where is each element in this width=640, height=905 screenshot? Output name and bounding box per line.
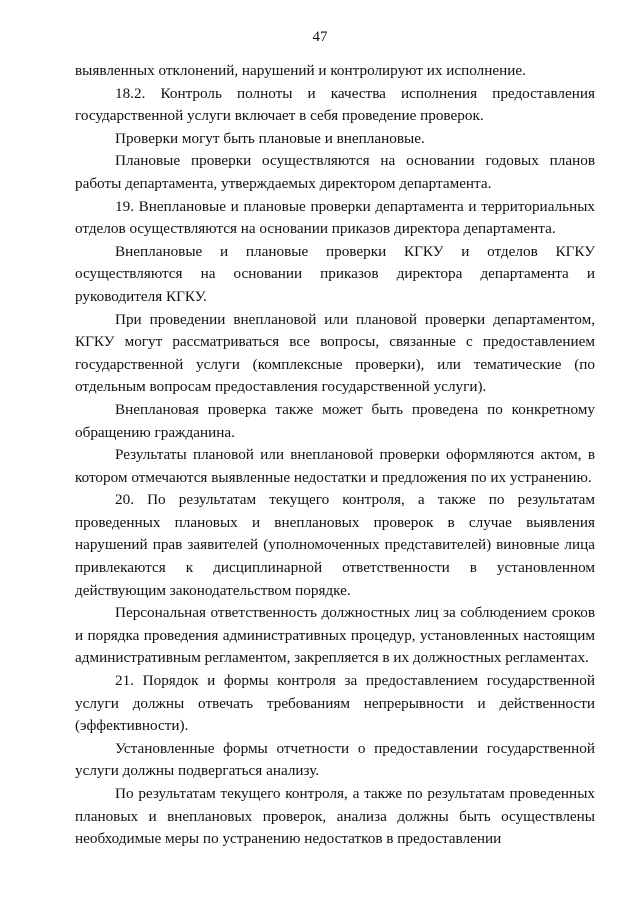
paragraph: Проверки могут быть плановые и внеплановые. bbox=[115, 129, 425, 147]
paragraph: Внеплановые и плановые проверки КГКУ и отделов КГКУ осуществляются на основании приказов директора департамента и руководителя КГКУ. bbox=[75, 242, 595, 305]
paragraph: По результатам текущего контроля, а также по результатам проведенных плановых и внеплановых проверок, анализа должны быть осуществлены необходимые меры по устранению недостатков в предоставлении bbox=[75, 785, 595, 848]
paragraph-19: 19. Внеплановые и плановые проверки департамента и территориальных отделов осуществляются на основании приказов директора департамента. bbox=[75, 197, 595, 238]
paragraph: Плановые проверки осуществляются на основании годовых планов работы департамента, утверждаемых директором департамента. bbox=[75, 152, 595, 192]
paragraph: Внеплановая проверка также может быть проведена по конкретному обращению гражданина. bbox=[75, 400, 595, 441]
paragraph-continuation: выявленных отклонений, нарушений и контролируют их исполнение. bbox=[75, 62, 526, 79]
paragraph-21: 21. Порядок и формы контроля за предоставлением государственной услуги должны отвечать требованиям непрерывности и действенности (эффективности). bbox=[75, 672, 595, 735]
paragraph: Результаты плановой или внеплановой проверки оформляются актом, в котором отмечаются выявленные недостатки и предложения по их устранению. bbox=[75, 446, 595, 486]
paragraph: Установленные формы отчетности о предоставлении государственной услуги должны подвергаться анализу. bbox=[75, 739, 595, 780]
paragraph: При проведении внеплановой или плановой проверки департаментом, КГКУ могут рассматриваться все вопросы, связанные с предоставлением государственной услуги (комплексные проверки), или тематические (по отдельным вопросам предоставления государственной услуги). bbox=[75, 310, 595, 396]
paragraph-20: 20. По результатам текущего контроля, а также по результатам проведенных плановых и внеплановых проверок в случае выявления нарушений прав заявителей (уполномоченных представителей) виновные лица привлекаются к дисциплинарной ответственности в установленном действующим законодательством порядке. bbox=[75, 491, 595, 599]
page-number: 47 bbox=[312, 29, 328, 45]
paragraph-18-2: 18.2. Контроль полноты и качества исполнения предоставления государственной услуги включает в себя проведение проверок. bbox=[75, 84, 595, 125]
document-body bbox=[75, 60, 595, 851]
paragraph: Персональная ответственность должностных лиц за соблюдением сроков и порядка проведения административных процедур, установленных настоящим административным регламентом, закрепляется в их должностных регламентах. bbox=[75, 604, 595, 667]
